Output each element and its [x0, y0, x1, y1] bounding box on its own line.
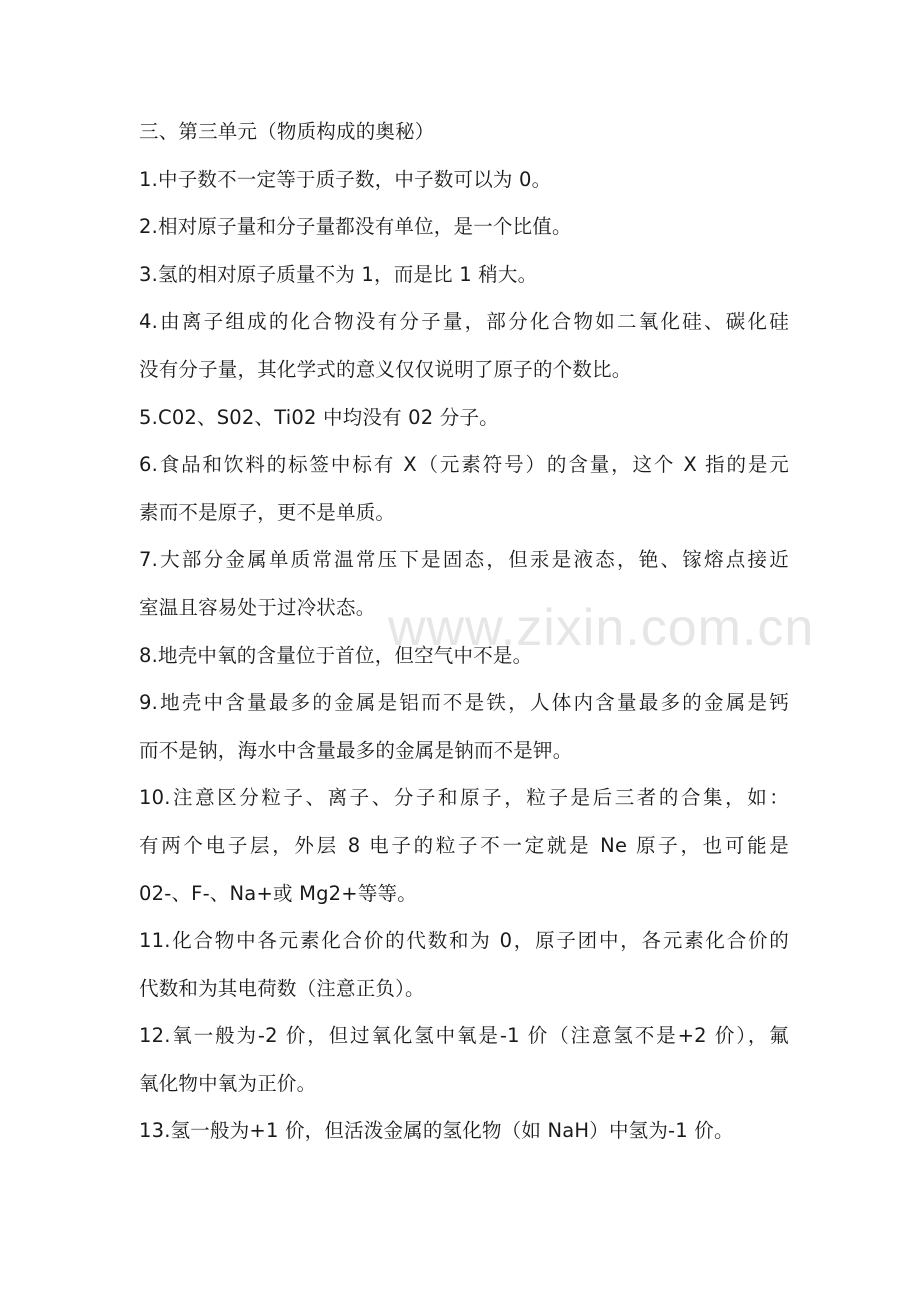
section-heading: 三、第三单元（物质构成的奥秘）	[139, 120, 435, 143]
paragraph-line: 10.注意区分粒子、离子、分子和原子，粒子是后三者的合集，如：	[139, 786, 789, 810]
paragraph-line: 素而不是原子，更不是单质。	[139, 500, 396, 524]
paragraph-line: 而不是钠，海水中含量最多的金属是钠而不是钾。	[139, 738, 573, 762]
paragraph-line: 有两个电子层，外层 8 电子的粒子不一定就是 Ne 原子，也可能是	[139, 833, 789, 857]
paragraph-line: 没有分子量，其化学式的意义仅仅说明了原子的个数比。	[139, 357, 632, 381]
paragraph-line: 13.氢一般为+1 价，但活泼金属的氢化物（如 NaH）中氢为-1 价。	[139, 1119, 734, 1143]
document-body	[139, 108, 789, 1155]
paragraph-line: 3.氢的相对原子质量不为 1，而是比 1 稍大。	[139, 262, 538, 286]
paragraph-line: 7.大部分金属单质常温常压下是固态，但汞是液态，铯、镓熔点接近	[139, 548, 789, 572]
watermark: www.zixin.com.cn	[388, 599, 815, 657]
paragraph-line: 氧化物中氧为正价。	[139, 1071, 317, 1095]
paragraph-line: 4.由离子组成的化合物没有分子量，部分化合物如二氧化硅、碳化硅	[139, 310, 789, 334]
paragraph-line: 室温且容易处于过冷状态。	[139, 595, 376, 619]
paragraph-line: 11.化合物中各元素化合价的代数和为 0，原子团中，各元素化合价的	[139, 929, 789, 953]
paragraph-line: 9.地壳中含量最多的金属是铝而不是铁，人体内含量最多的金属是钙	[139, 691, 789, 715]
paragraph-line: 8.地壳中氧的含量位于首位，但空气中不是。	[139, 643, 533, 667]
paragraph-line: 5.C02、S02、Ti02 中均没有 02 分子。	[139, 405, 499, 429]
paragraph-line: 6.食品和饮料的标签中标有 X（元素符号）的含量，这个 X 指的是元	[139, 453, 789, 477]
paragraph-line: 2.相对原子量和分子量都没有单位，是一个比值。	[139, 215, 572, 239]
paragraph-line: 1.中子数不一定等于质子数，中子数可以为 0。	[139, 167, 552, 191]
paragraph-line: 代数和为其电荷数（注意正负）。	[139, 976, 425, 1000]
paragraph-line: 02-、F-、Na+或 Mg2+等等。	[139, 881, 417, 905]
paragraph-line: 12.氧一般为-2 价，但过氧化氢中氧是-1 价（注意氢不是+2 价），氟	[139, 1024, 789, 1048]
